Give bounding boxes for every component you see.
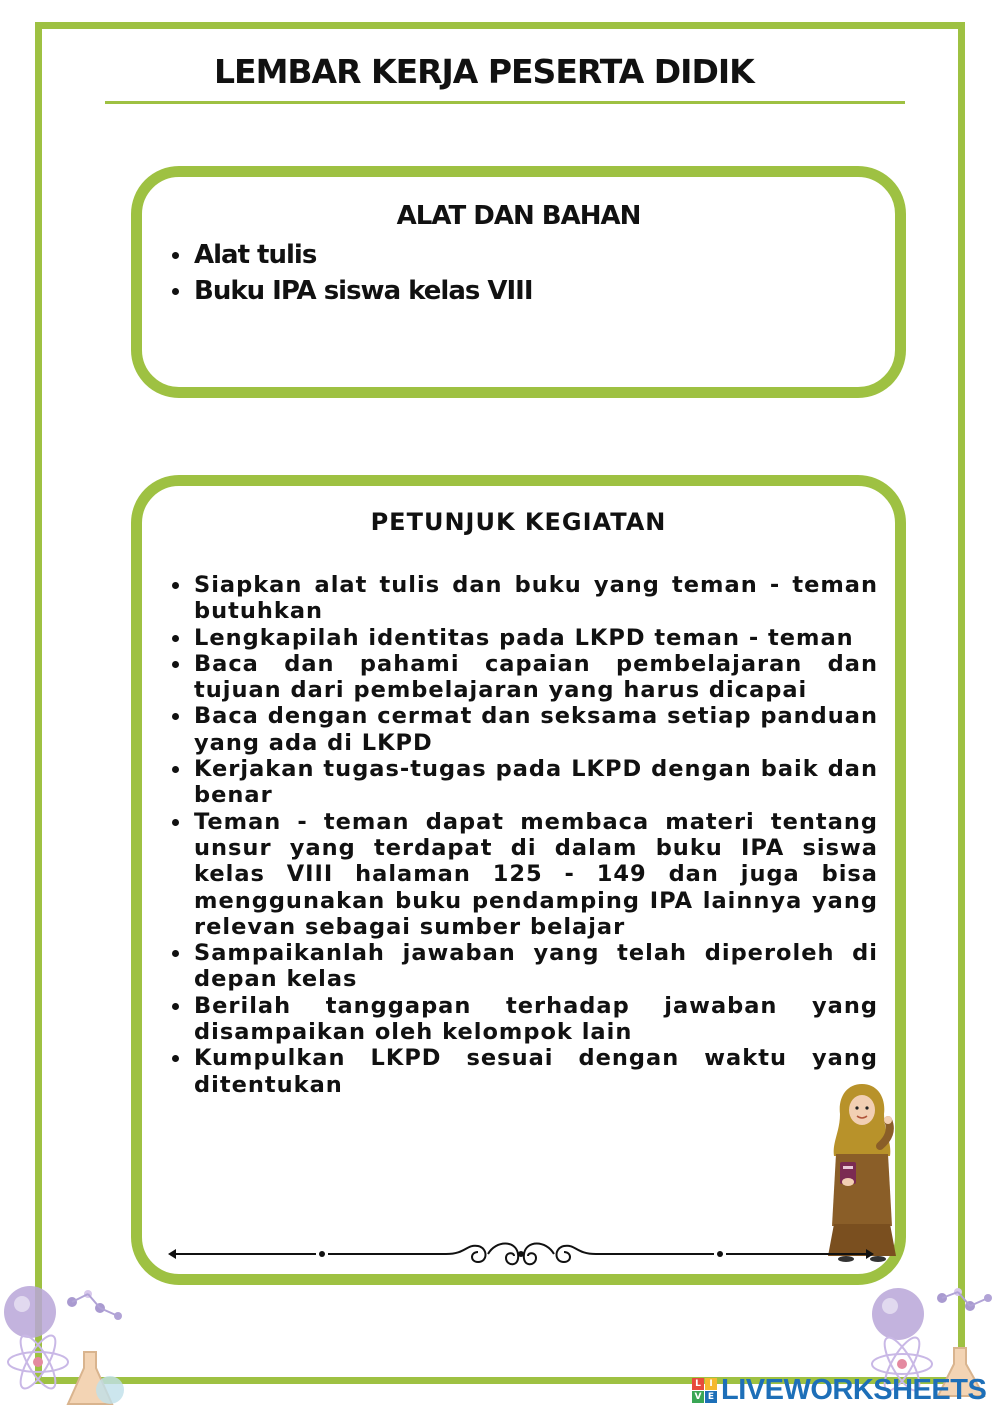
- instruction-item: Baca dan pahami capaian pembelajaran dan tujuan dari pembelajaran yang harus dicapai: [194, 650, 878, 704]
- instruction-item: Sampaikanlah jawaban yang telah diperoleh di depan kelas: [194, 940, 878, 993]
- instruction-item: Teman - teman dapat membaca materi tentang unsur yang terdapat di dalam buku IPA siswa kelas VIII halaman 125 - 149 dan juga bisa menggunakan buku pendamping IPA lainnya yang relevan sebagai sumber belajar: [194, 808, 878, 940]
- instruction-item: Berilah tanggapan terhadap jawaban yang disampaikan oleh kelompok lain: [194, 992, 878, 1046]
- instruction-item: Baca dengan cermat dan seksama setiap panduan yang ada di LKPD: [194, 703, 878, 756]
- tools-item: Buku IPA siswa kelas VIII: [194, 273, 533, 309]
- instruction-item: Kerjakan tugas-tugas pada LKPD dengan baik dan benar: [194, 756, 878, 809]
- ornament-divider: [166, 1234, 876, 1274]
- page-title: LEMBAR KERJA PESERTA DIDIK: [214, 52, 754, 91]
- tools-item: Alat tulis: [194, 237, 533, 273]
- logo-letter: V: [692, 1391, 704, 1403]
- liveworksheets-logo-icon: [692, 1378, 717, 1403]
- liveworksheets-logo: [692, 1373, 986, 1407]
- title-underline: [105, 101, 905, 104]
- tools-card: [131, 166, 906, 398]
- instructions-card: [131, 475, 906, 1285]
- liveworksheets-wordmark: LIVEWORKSHEETS: [721, 1373, 987, 1406]
- instruction-item: Siapkan alat tulis dan buku yang teman - teman butuhkan: [194, 572, 878, 625]
- molecule-decoration-left: [0, 1284, 140, 1414]
- logo-letter: L: [692, 1378, 704, 1390]
- tools-list: [164, 237, 533, 309]
- instruction-item: Lengkapilah identitas pada LKPD teman - teman: [194, 625, 878, 651]
- logo-letter: E: [705, 1391, 717, 1403]
- instructions-heading: PETUNJUK KEGIATAN: [370, 508, 667, 536]
- instruction-item: Kumpulkan LKPD sesuai dengan waktu yang ditentukan: [194, 1045, 878, 1098]
- tools-heading: ALAT DAN BAHAN: [396, 201, 641, 231]
- logo-letter: I: [705, 1378, 717, 1390]
- instructions-list: [164, 572, 878, 1098]
